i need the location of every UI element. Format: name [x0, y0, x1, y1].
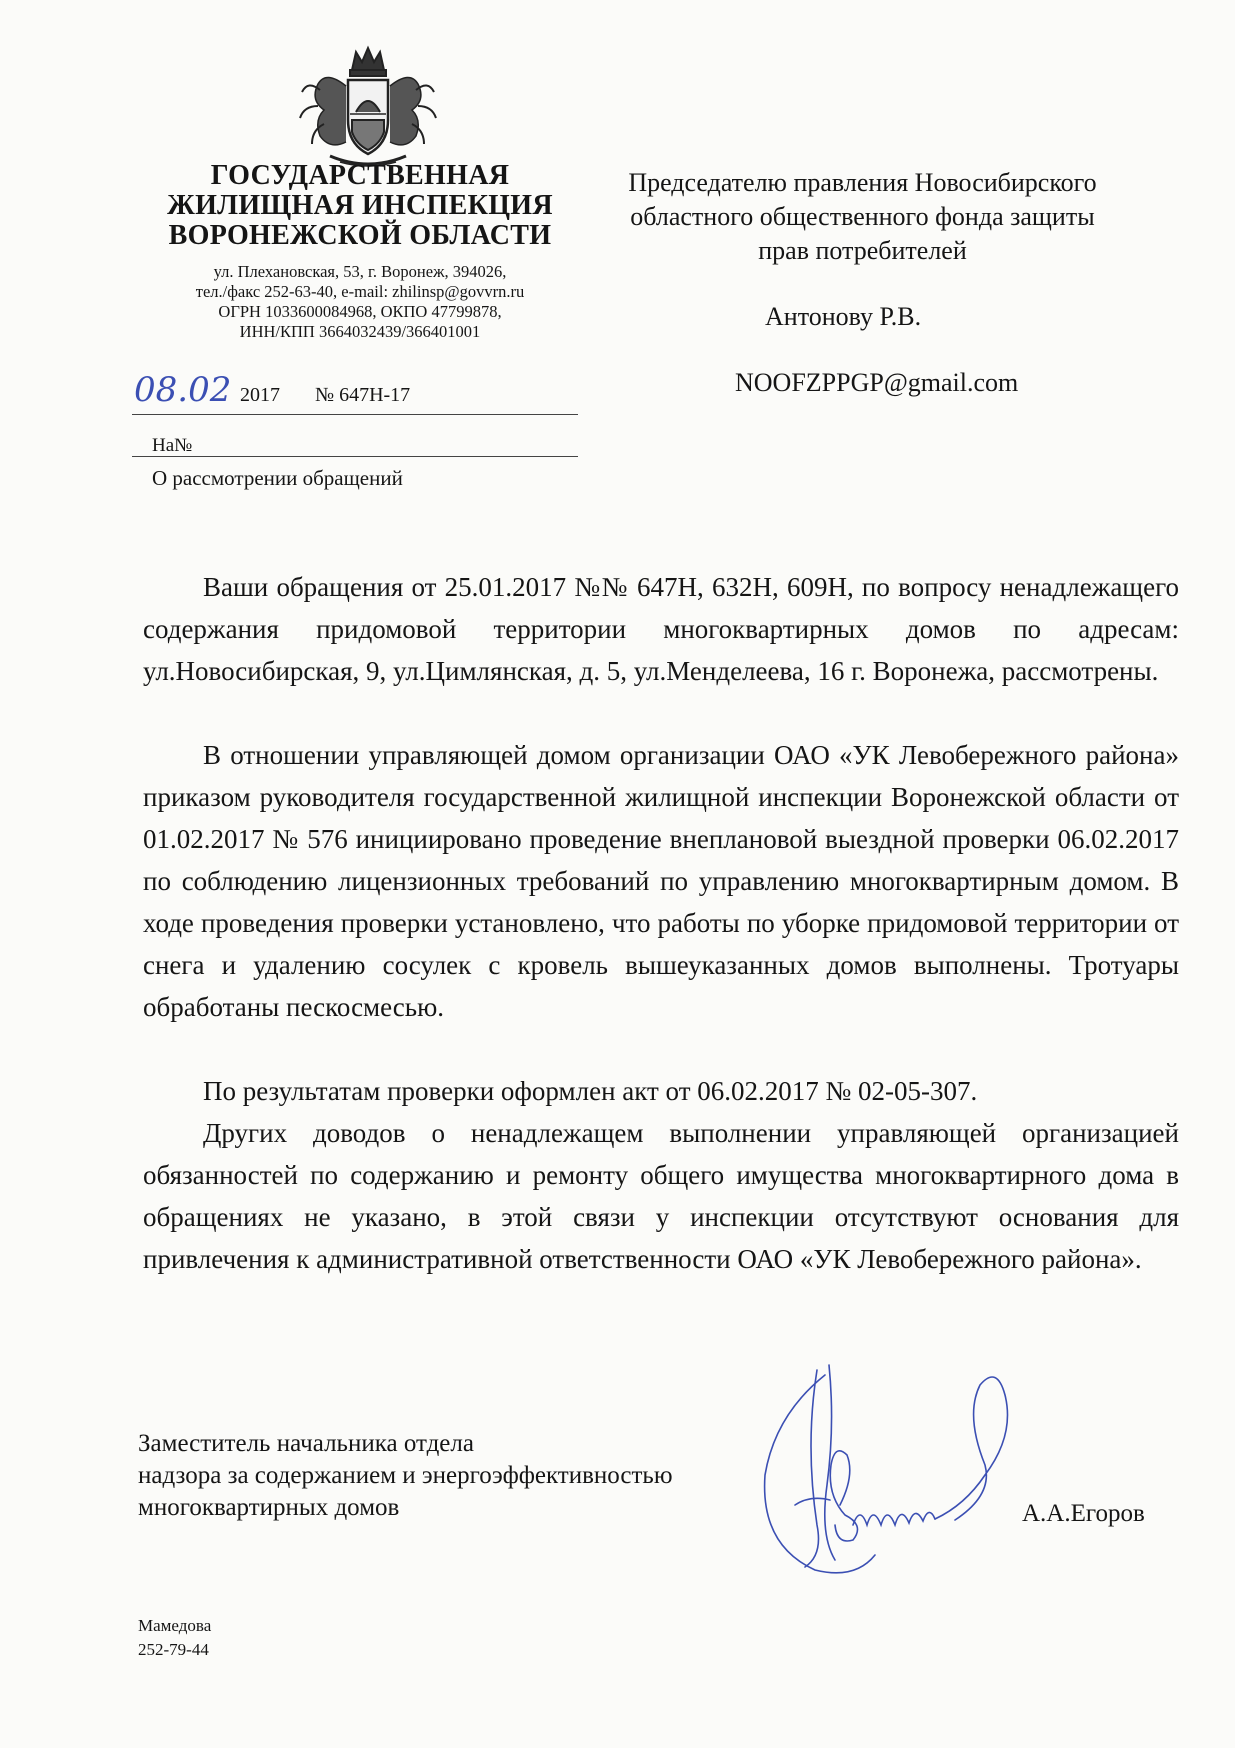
- body-paragraph-4: Других доводов о ненадлежащем выполнении управляющей организацией обязанностей по содержанию и ремонту общего имущества многоквартирного дома в обращениях не указано, в этой связи у инспекции отсутствуют основания для привлечения к административной ответственности ОАО «УК Левобережного района».: [143, 1118, 1179, 1274]
- organization-name: [140, 161, 580, 251]
- handwritten-signature: [735, 1355, 1055, 1585]
- performer-name: Мамедова: [138, 1616, 212, 1635]
- signatory-title: [138, 1428, 673, 1524]
- date-year: 2017: [240, 384, 280, 406]
- coat-of-arms-emblem: [290, 40, 446, 172]
- org-name-line2: ЖИЛИЩНАЯ ИНСПЕКЦИЯ: [167, 190, 553, 221]
- signatory-title-line3: многоквартирных домов: [138, 1494, 400, 1521]
- org-ogrn: ОГРН 1033600084968, ОКПО 47799878,: [218, 302, 502, 321]
- performer-phone: 252-79-44: [138, 1640, 209, 1659]
- handwritten-date: 08.02: [134, 370, 232, 410]
- performer-info: [138, 1614, 211, 1662]
- signatory-title-line2: надзора за содержанием и энергоэффективностью: [138, 1462, 673, 1489]
- org-name-line1: ГОСУДАРСТВЕННАЯ: [210, 160, 510, 191]
- org-name-line3: ВОРОНЕЖСКОЙ ОБЛАСТИ: [168, 220, 552, 251]
- addressee-block: [585, 166, 1140, 268]
- organization-contacts: [140, 262, 580, 342]
- org-address: ул. Плехановская, 53, г. Воронеж, 394026,: [213, 262, 507, 281]
- reference-underline: [132, 436, 578, 457]
- addressee-line2: областного общественного фонда защиты: [630, 202, 1095, 231]
- signatory-title-line1: Заместитель начальника отдела: [138, 1430, 474, 1457]
- addressee-line1: Председателю правления Новосибирского: [628, 168, 1097, 197]
- reference-label: На№: [152, 435, 193, 456]
- document-number: № 647Н-17: [315, 384, 411, 406]
- signatory-name: А.А.Егоров: [1022, 1500, 1145, 1527]
- org-inn: ИНН/КПП 3664032439/366401001: [239, 322, 481, 341]
- addressee-line3: прав потребителей: [758, 236, 967, 265]
- body-paragraph-1: Ваши обращения от 25.01.2017 №№ 647Н, 632Н, 609Н, по вопросу ненадлежащего содержания придомовой территории многоквартирных домов по адресам: ул.Новосибирская, 9, ул.Цимлянская, д. 5, ул.Менделеева, 16 г. Воронежа, рассмотрены.: [143, 572, 1179, 686]
- addressee-email: NOOFZPPGP@gmail.com: [735, 368, 1019, 397]
- addressee-name: Антонову Р.В.: [765, 302, 922, 331]
- org-phone-email: тел./факс 252-63-40, e-mail: zhilinsp@govvrn.ru: [195, 282, 525, 301]
- letter-subject: О рассмотрении обращений: [152, 466, 403, 490]
- body-paragraph-2: В отношении управляющей домом организации ОАО «УК Левобережного района» приказом руководителя государственной жилищной инспекции Воронежской области от 01.02.2017 № 576 инициировано проведение внеплановой выездной проверки 06.02.2017 по соблюдению лицензионных требований по управлению многоквартирным домом. В ходе проведения проверки установлено, что работы по уборке придомовой территории от снега и удалению сосулек с кровель вышеуказанных домов выполнены. Тротуары обработаны пескосмесью.: [143, 740, 1179, 1022]
- body-paragraph-3: По результатам проверки оформлен акт от 06.02.2017 № 02-05-307.: [203, 1076, 978, 1106]
